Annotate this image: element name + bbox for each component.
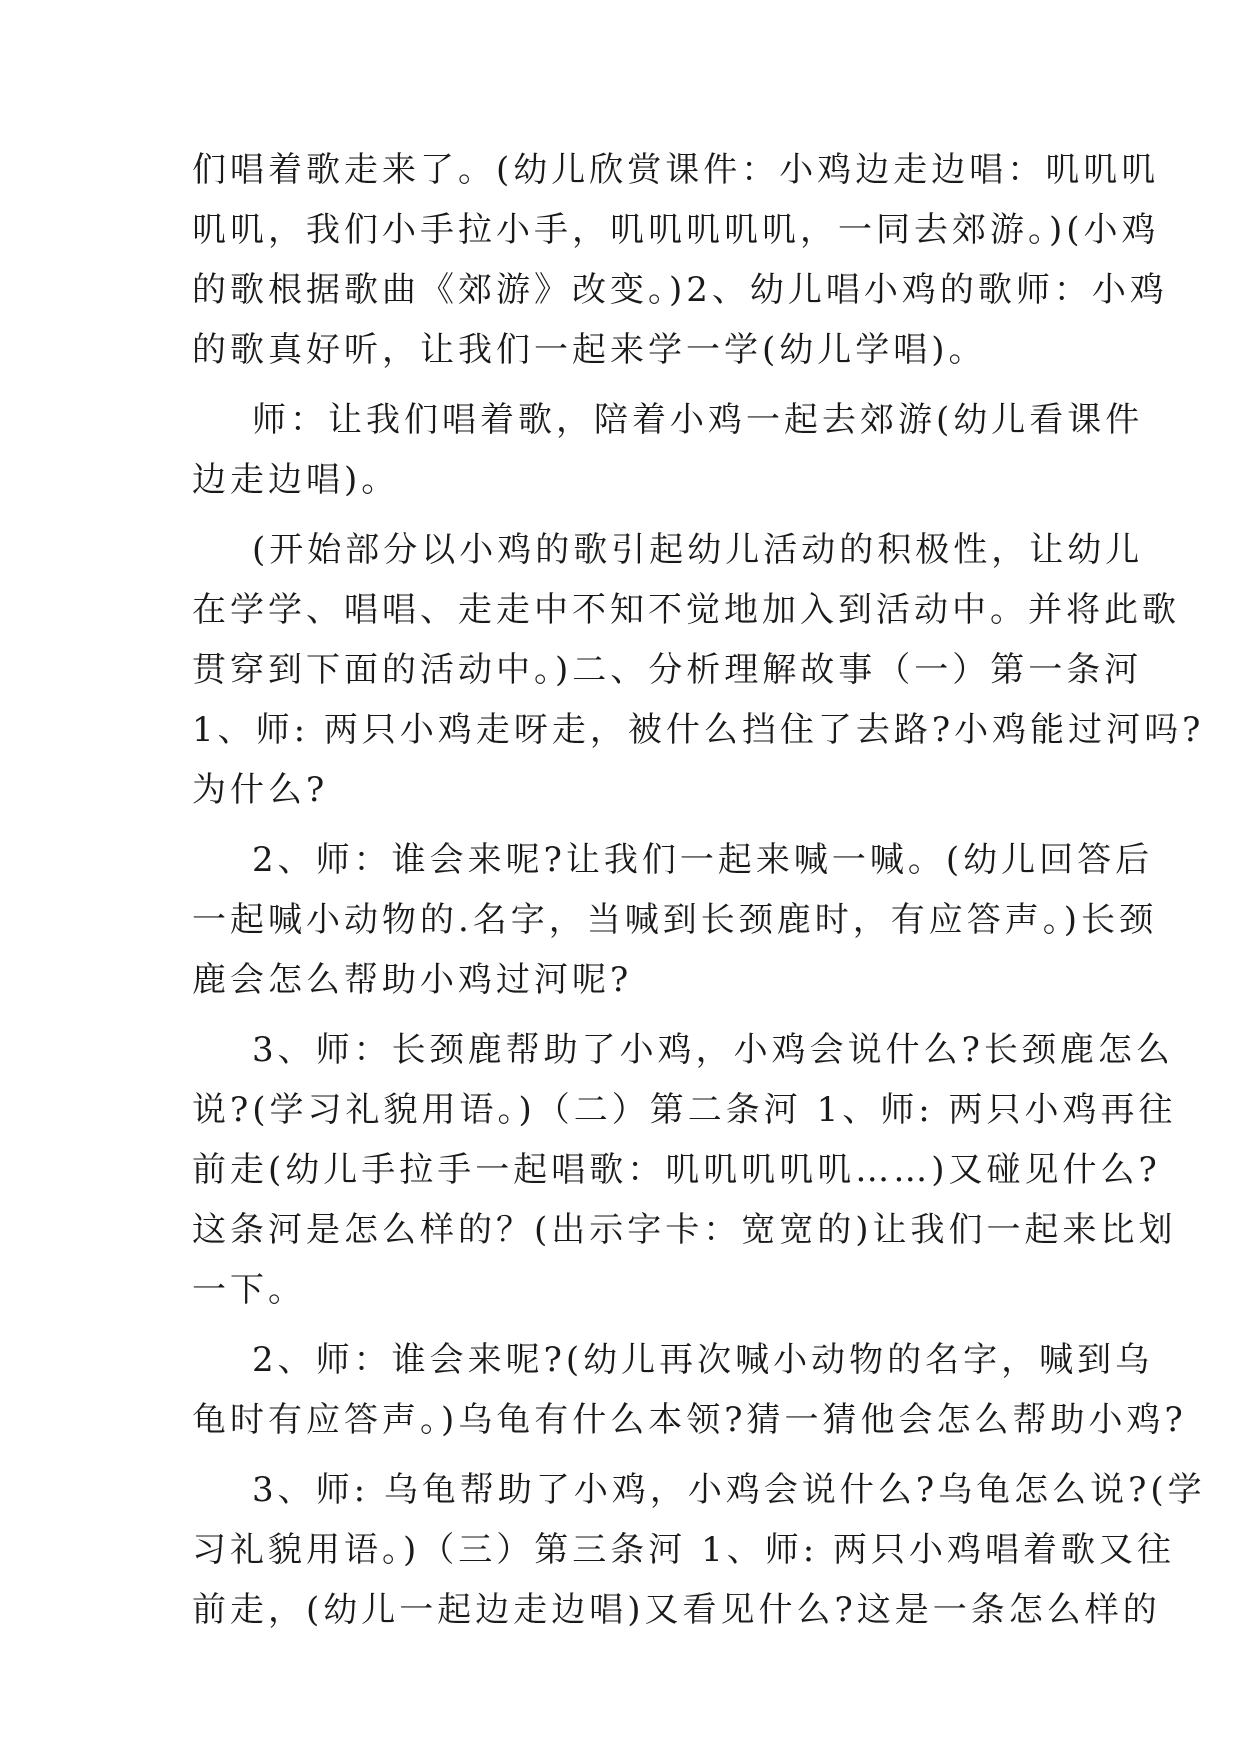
- text-line: 这条河是怎么样的？(出示字卡：宽宽的)让我们一起来比划: [192, 1210, 1177, 1250]
- text-line: 在学学、唱唱、走走中不知不觉地加入到活动中。并将此歌: [192, 590, 1180, 630]
- text-line: 龟时有应答声。)乌龟有什么本领?猜一猜他会怎么帮助小鸡?: [192, 1400, 1187, 1440]
- text-line: 贯穿到下面的活动中。)二、分析理解故事（一）第一条河: [192, 650, 1143, 690]
- text-line: 鹿会怎么帮助小鸡过河呢?: [192, 960, 633, 1000]
- text-line: 前走，(幼儿一起边走边唱)又看见什么?这是一条怎么样的: [192, 1590, 1161, 1630]
- text-line: 为什么?: [192, 770, 329, 810]
- text-line: 2、师：谁会来呢?让我们一起来喊一喊。(幼儿回答后: [252, 840, 1154, 880]
- text-line: 的歌根据歌曲《郊游》改变。)2、幼儿唱小鸡的歌师：小鸡: [192, 270, 1168, 310]
- text-line: 习礼貌用语。)（三）第三条河 1、师: 两只小鸡唱着歌又往: [192, 1530, 1175, 1570]
- text-line: 3、师：长颈鹿帮助了小鸡，小鸡会说什么?长颈鹿怎么: [252, 1030, 1174, 1070]
- text-line: 说?(学习礼貌用语。)（二）第二条河 1、师: 两只小鸡再往: [192, 1090, 1177, 1130]
- text-line: 一起喊小动物的.名字，当喊到长颈鹿时，有应答声。)长颈: [192, 900, 1158, 940]
- document-body: [192, 140, 1206, 1640]
- text-line: 的歌真好听，让我们一起来学一学(幼儿学唱)。: [192, 330, 987, 370]
- text-line: 2、师：谁会来呢?(幼儿再次喊小动物的名字，喊到乌: [252, 1340, 1154, 1380]
- text-line: 叽叽，我们小手拉小手，叽叽叽叽叽，一同去郊游。)(小鸡: [192, 210, 1160, 250]
- text-line: 师：让我们唱着歌，陪着小鸡一起去郊游(幼儿看课件: [252, 400, 1144, 440]
- text-line: 边走边唱)。: [192, 460, 400, 500]
- text-line: 3、师: 乌龟帮助了小鸡，小鸡会说什么?乌龟怎么说?(学: [252, 1470, 1206, 1510]
- text-line: 前走(幼儿手拉手一起唱歌：叽叽叽叽叽……)又碰见什么?: [192, 1150, 1161, 1190]
- text-line: 们唱着歌走来了。(幼儿欣赏课件：小鸡边走边唱：叽叽叽: [192, 150, 1160, 190]
- text-line: 1、师: 两只小鸡走呀走，被什么挡住了去路?小鸡能过河吗?: [192, 710, 1205, 750]
- text-line: (开始部分以小鸡的歌引起幼儿活动的积极性，让幼儿: [252, 530, 1144, 570]
- text-line: 一下。: [192, 1270, 306, 1310]
